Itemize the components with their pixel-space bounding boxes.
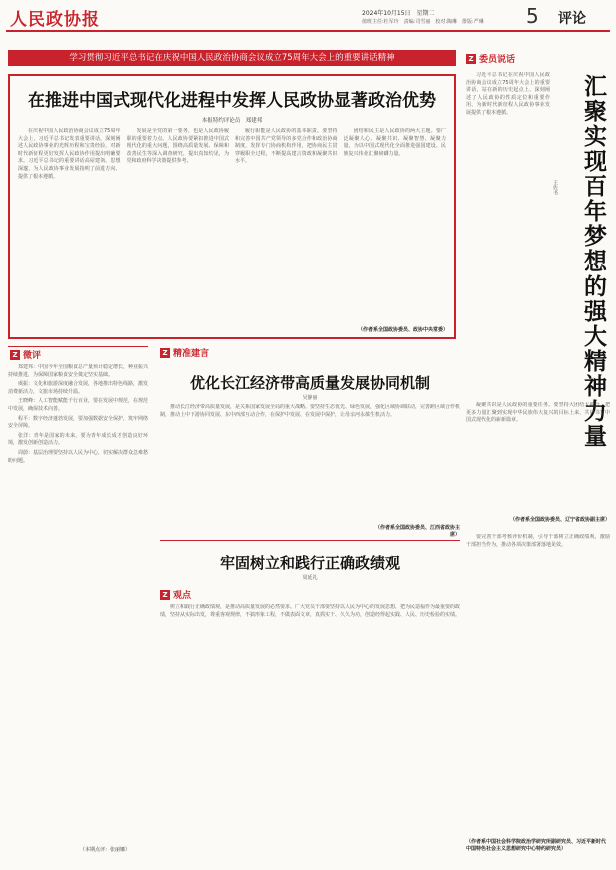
- right-article-title: 汇聚实现百年梦想的强大精神力量: [580, 74, 606, 449]
- divider-weiping: [8, 346, 148, 347]
- divider-article3: [160, 540, 460, 541]
- lead-column-4: 团结和民主是人民政协的两大主题。要广泛凝聚人心、凝聚共识、凝聚智慧、凝聚力量，为以中国式现代化全面推进强国建设、民族复兴伟业汇聚磅礴力量。: [343, 128, 446, 157]
- lead-article: [8, 74, 456, 339]
- right-article-text-top: 习近平总书记在庆祝中国人民政治协商会议成立75周年大会上的重要讲话，站在新的历史起点上，深刻阐述了人民政协的性质定位和重要作用，为新时代新征程人民政协事业发展提供了根本遵循。: [466, 72, 550, 116]
- lead-article-byline: 本报特约评论员 郑建邦: [201, 118, 263, 124]
- weiping-item: 郑建邦：中国今年全国粮食总产量预计稳定增长，种业振兴持续推进，为保障国家粮食安全奠定坚实基础。: [8, 364, 148, 378]
- section-tag-label: 精准建言: [173, 349, 210, 359]
- article2-body: [160, 404, 460, 534]
- article3-text-left: 树立和践行正确政绩观，是推动高质量发展的必然要求。广大党员干部要坚持以人民为中心的发展思想，把为民造福作为最重要的政绩，坚持从实际出发，尊重客观规律，不搞形象工程，不做表面文章，真抓实干、久久为功，创造经得起实践、人民、历史检验的实绩。: [160, 604, 460, 618]
- page-number: 5: [526, 4, 539, 28]
- right-article-author: 王佐书: [552, 180, 558, 195]
- right-article-body-top: [466, 72, 550, 396]
- section-tag-weiyuan: [466, 52, 515, 65]
- right-article-body-bottom: [466, 402, 610, 512]
- section-tag-label: 观点: [173, 591, 192, 601]
- lead-article-title: 在推进中国式现代化进程中发挥人民政协显著政治优势: [28, 91, 436, 111]
- weiping-item: 周蔚：基层治理要坚持以人民为中心，切实解决群众急难愁盼问题。: [8, 449, 148, 464]
- article3-byline: 周延礼: [302, 575, 318, 581]
- section-tag-jingzhun: [160, 346, 209, 359]
- special-banner: 学习贯彻习近平总书记在庆祝中国人民政治协商会议成立75周年大会上的重要讲话精神: [8, 50, 456, 66]
- section-tag-icon: Z: [466, 54, 476, 64]
- weiping-item: 虞振：文化和旅游深度融合发展，各地推出特色线路，激发消费新活力，文旅市场持续升温。: [8, 381, 148, 395]
- lead-article-body: [18, 128, 446, 334]
- weiping-item: 程平：数字经济蓬勃发展，要加强数据安全保护，筑牢网络安全屏障。: [8, 415, 148, 430]
- weiping-item: 王晓峰：人工智能赋能千行百业，要在发展中规范，在规范中发展，确保技术向善。: [8, 398, 148, 412]
- lead-column-3: 履行职能是人民政协的基本职责。要坚持和完善中国共产党领导的多党合作和政治协商制度，发挥专门协商机构作用，把协商民主贯穿履职全过程，不断提高建言资政和凝聚共识水平。: [235, 128, 338, 165]
- article2-author-note: （作者系全国政协委员、江西省政协主席）: [374, 525, 460, 538]
- section-tag-guandian: [160, 588, 191, 601]
- article3-body-left: [160, 604, 460, 864]
- masthead: [6, 4, 610, 32]
- lead-article-author-note: （作者系全国政协委员、政协中央常委）: [357, 327, 448, 333]
- newspaper-logo: 人民政协报: [10, 10, 100, 30]
- section-tag-label: 微评: [23, 351, 42, 361]
- issue-date: 2024年10月15日 星期二: [362, 10, 435, 17]
- weiping-item: 张洋：青年是国家的未来，要为青年成长成才创造良好环境，激发创新创造活力。: [8, 432, 148, 447]
- lead-column-2: 发展是全党的第一要务，也是人民政协履职的重要着力点。人民政协要紧扣推进中国式现代化的重大问题，围绕高质量发展、保障和改善民生等深入调查研究，提出真知灼见，为党和政府科学决策提供参考。: [126, 128, 229, 165]
- lead-column-1: 在庆祝中国人民政治协商会议成立75周年大会上，习近平总书记发表重要讲话，深刻阐述人民政协事业的光辉历程和宝贵经验，对新时代新征程更好发挥人民政协作用提出明确要求。习近平总书记的重要讲话高屋建瓴、思想深邃，为人民政协事业发展指明了前进方向、提供了根本遵循。: [18, 128, 121, 180]
- weiping-column: [8, 364, 148, 870]
- section-tag-weiping: [10, 348, 41, 361]
- section-tag-icon: Z: [160, 590, 170, 600]
- section-tag-icon: Z: [160, 348, 170, 358]
- article2-byline: 吴静丽: [302, 395, 318, 401]
- article3-title: 牢固树立和践行正确政绩观: [219, 554, 400, 572]
- article3-body-right: [466, 534, 610, 834]
- right-article-author-note: （作者系全国政协委员、辽宁省政协副主席）: [509, 517, 610, 523]
- article3-author-note: （作者系中国社会科学院政治学研究所副研究员、习近平新时代中国特色社会主义思想研究中心特约研究员）: [466, 839, 607, 852]
- right-article-text-bottom: 凝聚共识是人民政协的重要任务。要坚持大团结大联合，把更多力量汇聚到实现中华民族伟大复兴的目标上来，共同书写中国式现代化的崭新篇章。: [466, 402, 610, 424]
- section-title: 评论: [558, 11, 586, 27]
- editorial-staff: 值班主任:杜军玲 责编:司雪丽 校对:陶琳 排版:严琳: [362, 19, 484, 25]
- section-tag-icon: Z: [10, 350, 20, 360]
- section-tag-label: 委员说话: [479, 55, 516, 65]
- weiping-editor-note: （本期点评：张丽娜）: [80, 847, 131, 853]
- article2-text: 推动长江经济带高质量发展，是关系国家发展全局的重大战略。要坚持生态优先、绿色发展，强化区域协调联动，完善跨区域合作机制，推动上中下游协同发展、东中西部互动合作，在保护中发展、在发展中保护，让母亲河永葆生机活力。: [160, 404, 460, 418]
- article2-title: 优化长江经济带高质量发展协同机制: [189, 374, 430, 392]
- article3-text-right: 要完善干部考核评价机制，引导干部树立正确政绩观，激励干部担当作为，推动各项决策部署落地见效。: [466, 534, 610, 548]
